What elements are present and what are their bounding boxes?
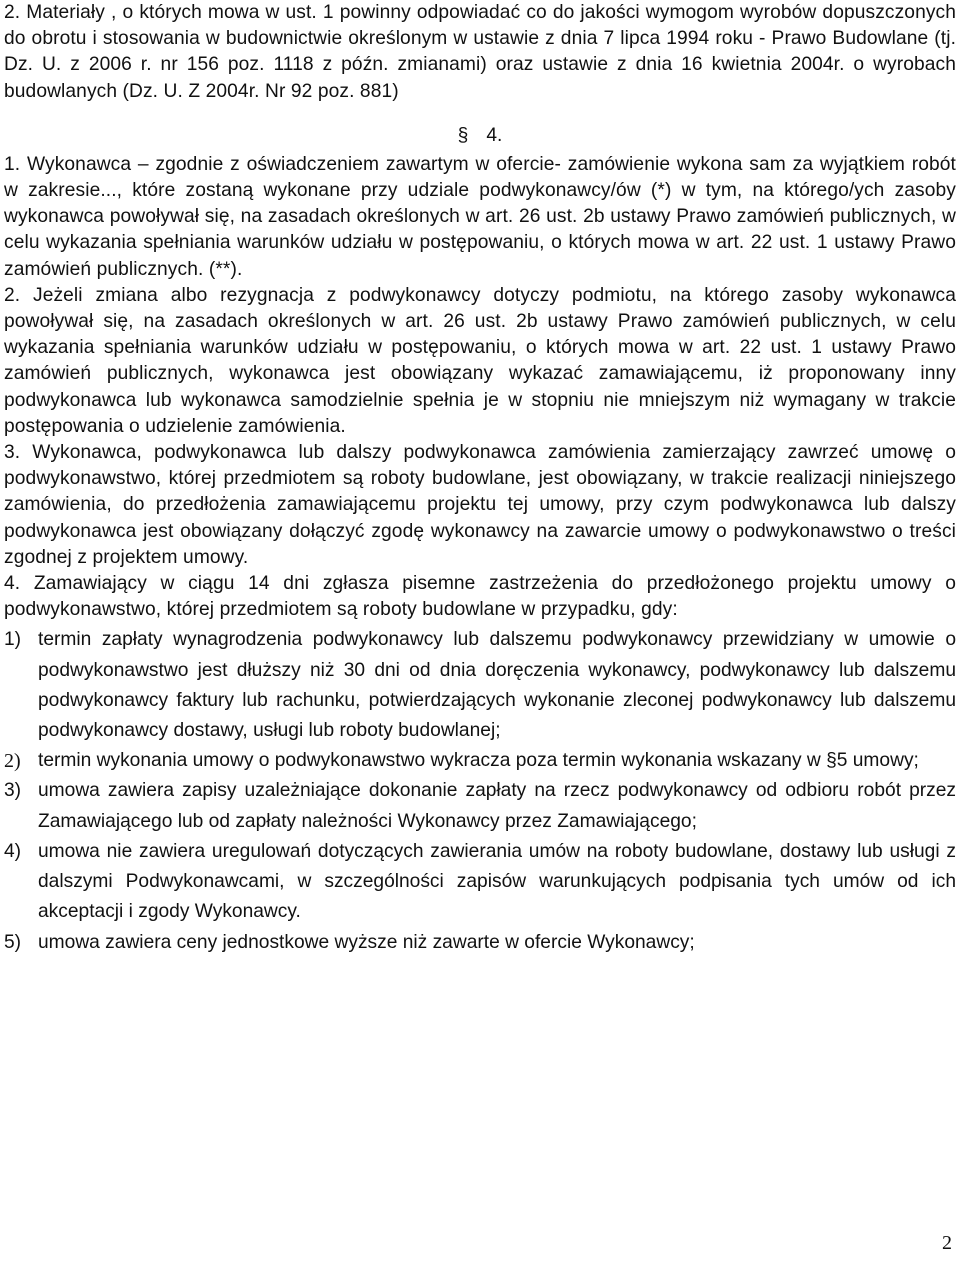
list-item-text: termin wykonania umowy o podwykonawstwo wykracza poza termin wykonania wskazany w §5 umowy;	[38, 750, 919, 772]
section-sign: §	[457, 124, 469, 146]
document-page	[4, 0, 956, 958]
paragraph-1: 1. Wykonawca – zgodnie z oświadczeniem zawartym w ofercie- zamówienie wykona sam za wyjątkiem robót w zakresie..., które zostaną wykonane przy udziale podwykonawcy/ów (*) w tym, na którego/ych zasoby wykonawca powoływał się, na zasadach określonych w art. 26 ust. 2b ustawy Prawo zamówień publicznych, w celu wykazania spełniania warunków udziału w postępowaniu, o których mowa w art. 22 ust. 1 ustawy Prawo zamówień publicznych. (**).	[4, 153, 956, 280]
list-item	[4, 928, 956, 958]
list-marker: 1)	[4, 629, 22, 651]
conditions-list	[4, 625, 956, 957]
list-item	[4, 776, 956, 836]
section-number: 4.	[486, 124, 503, 146]
list-item-text: umowa zawiera ceny jednostkowe wyższe niż zawarte w ofercie Wykonawcy;	[38, 931, 695, 953]
list-item	[4, 837, 956, 928]
list-item-text: umowa nie zawiera uregulowań dotyczących zawierania umów na roboty budowlane, dostawy lub usługi z dalszymi Podwykonawcami, w szczególności zapisów warunkujących podpisania tych umów od ich akceptacji i zgody Wykonawcy.	[38, 840, 956, 923]
list-item	[4, 625, 956, 746]
paragraph-materials: 2. Materiały , o których mowa w ust. 1 powinny odpowiadać co do jakości wymogom wyrobów dopuszczonych do obrotu i stosowania w budownictwie określonym w ustawie z dnia 7 lipca 1994 roku - Prawo Budowlane (tj. Dz. U. z 2006 r. nr 156 poz. 1118 z późn. zmianami) oraz ustawie z dnia 16 kwietnia 2004r. o wyrobach budowlanych (Dz. U. Z 2004r. Nr 92 poz. 881)	[4, 2, 956, 102]
list-marker: 3)	[4, 780, 22, 802]
list-marker: 2)	[4, 750, 21, 773]
list-item	[4, 746, 956, 776]
list-marker: 5)	[4, 931, 22, 953]
paragraph-3: 3. Wykonawca, podwykonawca lub dalszy podwykonawca zamówienia zamierzający zawrzeć umowę o podwykonawstwo, której przedmiotem są roboty budowlane, jest obowiązany, w trakcie realizacji niniejszego zamówienia, do przedłożenia zamawiającemu projektu tej umowy, przy czym podwykonawca lub dalszy podwykonawca jest obowiązany dołączyć zgodę wykonawcy na zawarcie umowy o podwykonawstwo o treści zgodnej z projektem umowy.	[4, 442, 956, 568]
section-heading	[4, 123, 956, 149]
paragraph-4: 4. Zamawiający w ciągu 14 dni zgłasza pisemne zastrzeżenia do przedłożonego projektu umowy o podwykonawstwo, której przedmiotem są roboty budowlane w przypadku, gdy:	[4, 573, 956, 621]
list-marker: 4)	[4, 840, 22, 862]
paragraph-2: 2. Jeżeli zmiana albo rezygnacja z podwykonawcy dotyczy podmiotu, na którego zasoby wykonawca powoływał się, na zasadach określonych w art. 26 ust. 2b ustawy Prawo zamówień publicznych, w celu wykazania spełniania warunków udziału w postępowaniu, o których mowa w art. 22 ust. 1 ustawy Prawo zamówień publicznych, wykonawca jest obowiązany wykazać zamawiającemu, iż proponowany inny podwykonawca lub wykonawca samodzielnie spełnia je w stopniu nie mniejszym niż wymagany w trakcie postępowania o udzielenie zamówienia.	[4, 284, 956, 437]
page-number: 2	[942, 1232, 952, 1254]
list-item-text: termin zapłaty wynagrodzenia podwykonawcy lub dalszemu podwykonawcy przewidziany w umowie o podwykonawstwo jest dłuższy niż 30 dni od dnia doręczenia wykonawcy, podwykonawcy lub dalszemu podwykonawcy faktury lub rachunku, potwierdzających wykonanie zleconej podwykonawcy lub dalszemu podwykonawcy dostawy, usługi lub roboty budowlanej;	[38, 629, 956, 742]
list-item-text: umowa zawiera zapisy uzależniające dokonanie zapłaty na rzecz podwykonawcy od odbioru robót przez Zamawiającego lub od zapłaty należności Wykonawcy przez Zamawiającego;	[38, 780, 956, 832]
